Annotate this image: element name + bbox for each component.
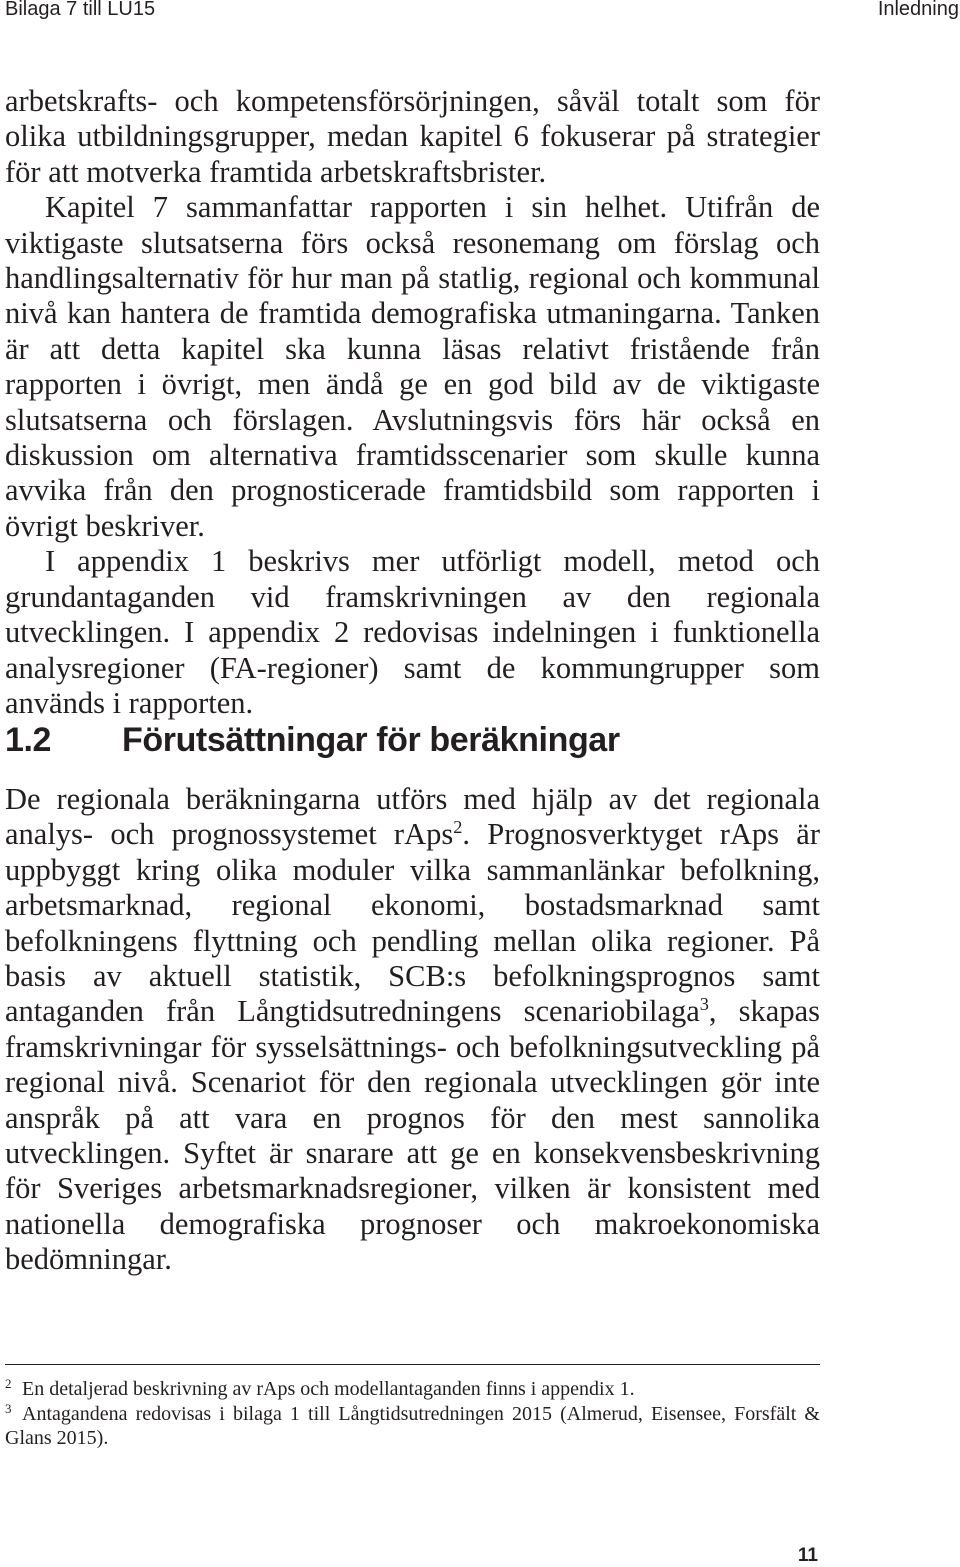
paragraph: [5, 190, 820, 544]
section-number: 1.2: [5, 721, 52, 759]
section-heading: [5, 720, 820, 760]
header-document-label: Bilaga 7 till LU15: [5, 0, 156, 20]
text-run: De regionala beräkningarna utförs med hjälp av det regionala analys- och prognossystemet rAps: [5, 782, 820, 852]
page-number: 11: [797, 1545, 818, 1566]
footnotes: [5, 1377, 820, 1451]
text-run: , skapas framskrivningar för sysselsättnings- och befolkningsutveckling på regional nivå. Scenariot för den regionala utvecklingen gör inte anspråk på att vara en prognos för den mest sannolika utvecklingen. Syftet är snarare att ge en konsekvensbeskrivning för Sveriges arbetsmarknadsregioner, vilken är konsistent med nationella demografiska prognoser och makroekonomiska bedömningar.: [5, 994, 820, 1277]
running-header: [5, 0, 959, 18]
section-title: Förutsättningar för beräkningar: [122, 721, 620, 759]
text-run: . Prognosverktyget rAps är uppbyggt kring olika moduler vilka sammanlänkar befolkning, arbetsmarknad, regional ekonomi, bostadsmarknad samt befolkningens flyttning och pendling mellan olika regioner. På basis av aktuell statistik, SCB:s befolkningsprognos samt antaganden från Långtidsutredningens scenariobilaga: [5, 817, 820, 1029]
footnote: 2 En detaljerad beskrivning av rAps och modellantaganden finns i appendix 1.: [5, 1376, 635, 1400]
footnote: 3 Antagandena redovisas i bilaga 1 till Långtidsutredningen 2015 (Almerud, Eisensee, Forsfält & Glans 2015).: [5, 1400, 820, 1449]
intro-text: [5, 84, 820, 721]
text-run: I appendix 1 beskrivs mer utförligt modell, metod och grundantaganden vid framskrivningen av den regionala utvecklingen. I appendix 2 redovisas indelningen i funktionella analysregioner (FA-regioner) samt de kommungrupper som används i rapporten.: [5, 544, 820, 720]
footnote-text: En detaljerad beskrivning av rAps och modellantaganden finns i appendix 1.: [22, 1378, 635, 1400]
header-chapter-label: Inledning: [877, 0, 959, 20]
footnote-divider: [5, 1364, 820, 1365]
text-run: Kapitel 7 sammanfattar rapporten i sin helhet. Utifrån de viktigaste slutsatserna förs också resonemang om förslag och handlingsalternativ för hur man på statlig, regional och kommunal nivå kan hantera de framtida demografiska utmaningarna. Tanken är att detta kapitel ska kunna läsas relativt fristående från rapporten i övrigt, men ändå ge en god bild av de viktigaste slutsatserna och förslagen. Avslutningsvis förs här också en diskussion om alternativa framtidsscenarier som skulle kunna avvika från den prognosticerade framtidsbild som rapporten i övrigt beskriver.: [5, 190, 820, 543]
footnote-reference: 3: [699, 994, 709, 1015]
footnote-text: Antagandena redovisas i bilaga 1 till Långtidsutredningen 2015 (Almerud, Eisensee, Forsfält & Glans 2015).: [5, 1402, 820, 1449]
footnote-reference: 2: [453, 817, 463, 838]
section-body: [5, 782, 820, 1278]
paragraph: [5, 84, 820, 190]
paragraph: [5, 782, 820, 1278]
text-run: arbetskrafts- och kompetensförsörjningen, såväl totalt som för olika utbildningsgrupper, medan kapitel 6 fokuserar på strategier för att motverka framtida arbetskraftsbrister.: [5, 84, 820, 189]
paragraph: [5, 544, 820, 721]
